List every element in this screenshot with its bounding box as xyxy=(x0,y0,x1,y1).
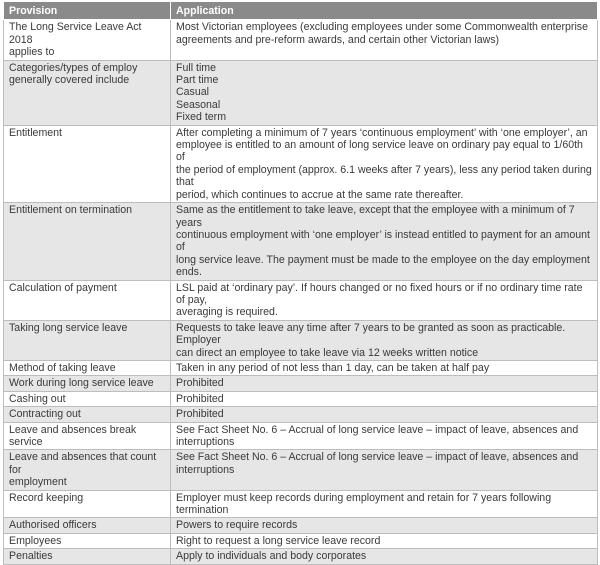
application-cell: Powers to require records xyxy=(171,518,598,533)
application-cell: Right to request a long service leave record xyxy=(171,533,598,548)
provision-cell: Authorised officers xyxy=(4,518,171,533)
application-cell: Prohibited xyxy=(171,376,598,391)
provision-cell: Leave and absences break service xyxy=(4,422,171,450)
table-row xyxy=(4,203,598,280)
application-cell: Requests to take leave any time after 7 years to be granted as soon as practicable. Employer can direct an employee to take leave via 12 weeks written notice xyxy=(171,320,598,360)
provision-cell: Entitlement xyxy=(4,125,171,202)
provisions-table xyxy=(3,1,598,565)
provision-cell: Penalties xyxy=(4,549,171,564)
provision-cell: Categories/types of employ generally covered include xyxy=(4,60,171,125)
provision-cell: Work during long service leave xyxy=(4,376,171,391)
table-row xyxy=(4,280,598,320)
table-row xyxy=(4,20,598,60)
table-row xyxy=(4,549,598,564)
column-header-application: Application xyxy=(171,2,598,20)
provision-cell: Method of taking leave xyxy=(4,360,171,375)
application-cell: LSL paid at ‘ordinary pay’. If hours changed or no fixed hours or if no ordinary time rate of pay, averaging is required. xyxy=(171,280,598,320)
application-cell: Prohibited xyxy=(171,407,598,422)
application-cell: Taken in any period of not less than 1 day, can be taken at half pay xyxy=(171,360,598,375)
application-cell: Most Victorian employees (excluding employees under some Commonwealth enterprise agreements and pre-reform awards, and certain other Victorian laws) xyxy=(171,20,598,60)
table-row xyxy=(4,533,598,548)
provision-cell: Contracting out xyxy=(4,407,171,422)
provision-cell: Leave and absences that count for employment xyxy=(4,450,171,490)
table-row xyxy=(4,518,598,533)
table-row xyxy=(4,320,598,360)
application-cell: Apply to individuals and body corporates xyxy=(171,549,598,564)
provision-cell: Employees xyxy=(4,533,171,548)
application-cell: Employer must keep records during employment and retain for 7 years following termination xyxy=(171,490,598,518)
application-cell: After completing a minimum of 7 years ‘continuous employment’ with ‘one employer’, an employee is entitled to an amount of long service leave on ordinary pay equal to 1/60th of the period of employment (approx. 6.1 weeks after 7 years), less any period taken during that period, which continues to accrue at the same rate thereafter. xyxy=(171,125,598,202)
provision-cell: Record keeping xyxy=(4,490,171,518)
application-cell: See Fact Sheet No. 6 – Accrual of long service leave – impact of leave, absences and interruptions xyxy=(171,422,598,450)
provision-cell: Cashing out xyxy=(4,391,171,406)
application-cell: Full time Part time Casual Seasonal Fixed term xyxy=(171,60,598,125)
provision-cell: Calculation of payment xyxy=(4,280,171,320)
table-row xyxy=(4,376,598,391)
table-row xyxy=(4,60,598,125)
table-row xyxy=(4,422,598,450)
table-row xyxy=(4,407,598,422)
provision-cell: Entitlement on termination xyxy=(4,203,171,280)
application-cell: See Fact Sheet No. 6 – Accrual of long service leave – impact of leave, absences and interruptions xyxy=(171,450,598,490)
provision-cell: The Long Service Leave Act 2018 applies to xyxy=(4,20,171,60)
application-cell: Prohibited xyxy=(171,391,598,406)
table-row xyxy=(4,391,598,406)
provision-cell: Taking long service leave xyxy=(4,320,171,360)
table-row xyxy=(4,490,598,518)
table-row xyxy=(4,360,598,375)
table-row xyxy=(4,125,598,202)
table-row xyxy=(4,450,598,490)
application-cell: Same as the entitlement to take leave, except that the employee with a minimum of 7 years continuous employment with ‘one employer’ is instead entitled to payment for an amount of long service leave. The payment must be made to the employee on the day employment ends. xyxy=(171,203,598,280)
table-header-row xyxy=(4,2,598,20)
column-header-provision: Provision xyxy=(4,2,171,20)
